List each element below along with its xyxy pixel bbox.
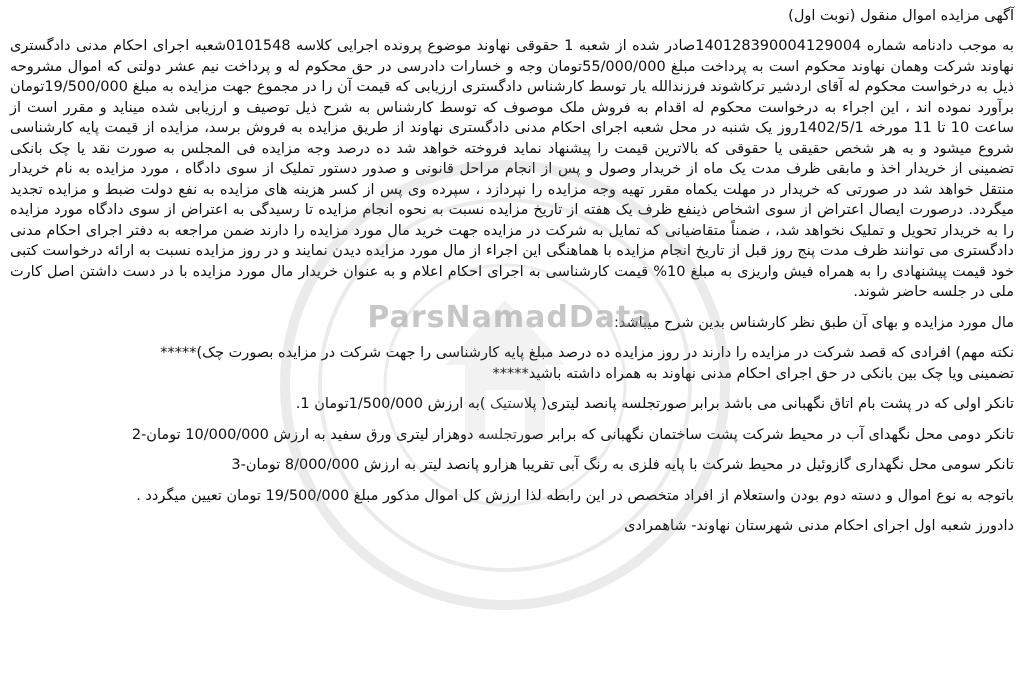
item-3: تانکر سومی محل نگهداری گازوئیل در محیط شرکت با پایه فلزی به رنگ آبی تقریبا هزارو پانصد لیتر به ارزش 8/000/000 تومان-3 (231, 457, 1014, 473)
items-intro: مال مورد مزایده و بهای آن طبق نظر کارشناس بدین شرح میباشد: (613, 314, 1014, 331)
watermark-text: ParsNamadData (367, 300, 653, 335)
item-1: تانکر اولی که در پشت بام اتاق نگهبانی می باشد برابر صورتجلسه پانصد لیتری( پلاستیک )به ارزش 1/500/000تومان 1. (295, 396, 1014, 412)
notice-body: به موجب دادنامه شماره 140128390004129004صادر شده از شعبه 1 حقوقی نهاوند موضوع پرونده اجرایی کلاسه 0101548شعبه اجرای احکام مدنی دادگستری نهاوند شرکت وهمان نهاوند محکوم است به پرداخت مبلغ 55/000/000تومان وجه و خسارات دادرسی در حق محکوم له و پرداخت نیم عشر دولتی که اموال مشروحه ذیل به درخواست محکوم له آقای اردشیر ترکاشوند فرزندالله یار توسط کارشناس دادگستری ارزیابی که قیمت آن را در مجموع جهت مزایده به مبلغ 19/500/000تومان برآورد نموده اند ، این اجراء به درخواست محکوم له اقدام به فروش ملک موصوف که توسط کارشناس به شرح ذیل توصیف و ارزیابی شده میناید و مقرر است از ساعت 10 تا 11 مورخه 1402/5/1روز یک شنبه در محل شعبه اجرای احکام مدنی دادگستری نهاوند از طریق مزایده به فروش برسد، مزایده از قیمت پایه کارشناسی شروع میشود و به هر شخص حقیقی یا حقوقی که بالاترین قیمت را پیشنهاد نماید فروخته خواهد شد ده درصد وجه مزایده فی المجلس به صورت نقد یا چک بانکی تضمینی از خریدار اخذ و مابقی ظرف مدت یک ماه از خریدار وصول و پس از انجام مراحل قانونی و صدور دستور تملیک از سوی دادگاه ، مورد مزایده به نام خریدار منتقل خواهد شد در صورتی که خریدار در مهلت یکماه مقرر تهیه وجه مزایده را نپردازد ، سپرده وی پس از کسر هزینه های مزایده به نفع دولت ضبط و مزایده تجدید میگردد. درصورت ایصال اعتراض از سوی اشخاص ذینفع ظرف یک هفته از تاریخ مزایده نسبت به نحوه انجام مزایده تا رسیدگی به اعتراض از سوی دادگاه مورد مزایده را به خریدار تحویل و تملیک نخواهد شد، ، ضمناً متقاضیانی که تمایل به شرکت در مزایده جهت خرید مال مورد مزایده را دارند ضمن مراجعه به دفتر اجرای احکام مدنی دادگستری می توانند ظرف مدت پنج روز قبل از تاریخ انجام مزایده با هماهنگی این اجراء از مال مورد مزایده دیدن نمایند و در روز مزایده نسبت به ارائه درخواست کتبی خود قیمت پیشنهادی را به همراه فیش واریزی به مبلغ 10% قیمت کارشناسی به اجرای احکام اعلام و به عنوان خریدار مال مورد مزایده با در دست داشتن اصل کارت ملی در جلسه حاضر شوند. (10, 38, 1014, 300)
important-note-line-1: نکته مهم) افرادی که قصد شرکت در مزایده را دارند در روز مزایده ده درصد مبلغ پایه کارشناسی را جهت شرکت در مزایده بصورت چک)***** (160, 345, 1014, 361)
signature: دادورز شعبه اول اجرای احکام مدنی شهرستان نهاوند- شاهمرادی (624, 518, 1014, 534)
item-2: تانکر دومی محل نگهدای آب در محیط شرکت پشت ساختمان نگهبانی که برابر صورتجلسه دوهزار لیتری ورق سفید به ارزش 10/000/000 تومان-2 (131, 426, 1014, 443)
conclusion: باتوجه به نوع اموال و دسته دوم بودن واستعلام از افراد متخصص در این رابطه لذا ارزش کل اموال مذکور مبلغ 19/500/000 تومان تعیین میگردد . (136, 487, 1014, 504)
important-note-line-2: تضمینی ویا چک بین بانکی در حق اجرای احکام مدنی نهاوند به همراه داشته باشید***** (492, 365, 1014, 382)
notice-title: آگهی مزایده اموال منقول (نوبت اول) (788, 8, 1014, 24)
